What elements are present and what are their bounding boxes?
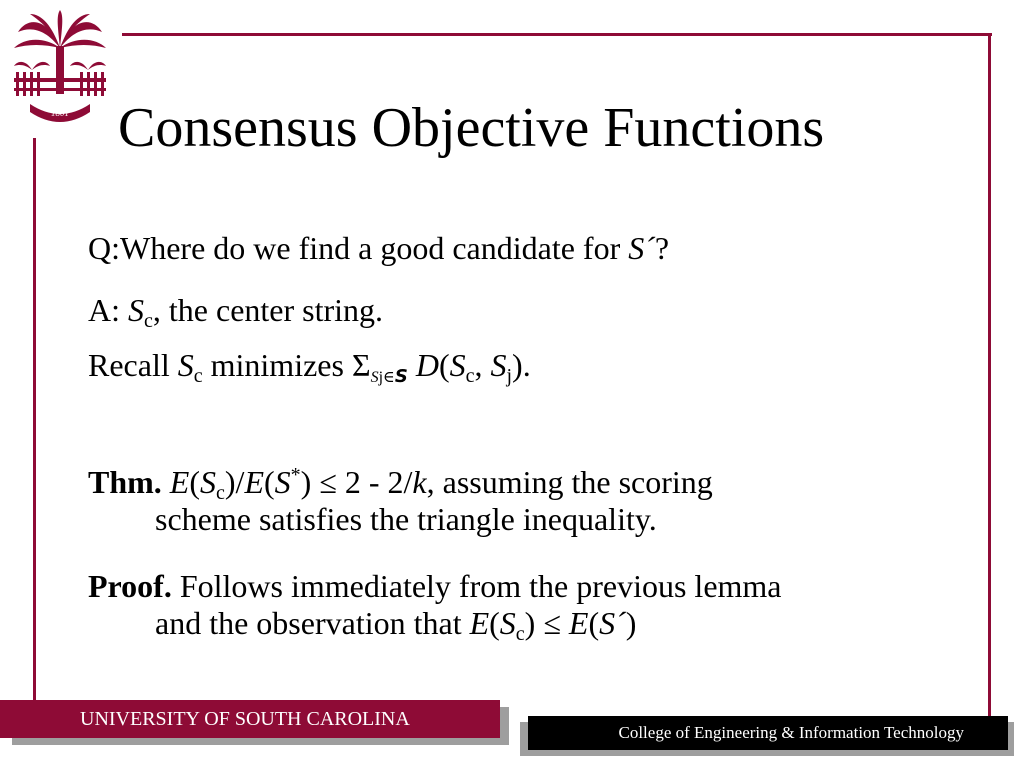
frame-right-line <box>988 33 991 716</box>
theorem-paragraph: Thm. $E(S_c)/E(S^*) \le 2 - 2/k$, assuming the scoring scheme satisfies the triangle inequality. <box>88 464 713 537</box>
frame-left-line <box>33 138 36 712</box>
slide-title: Consensus Objective Functions <box>118 97 825 159</box>
proof-label: Proof. <box>88 568 172 604</box>
theorem-label: Thm. <box>88 464 162 500</box>
footer-university-banner: UNIVERSITY OF SOUTH CAROLINA <box>0 700 500 738</box>
recall-line: Recall $S_c$ minimizes $\Sigma_{Sj\in S}$ $D(S_c$, $S_j$). <box>88 347 531 387</box>
frame-top-line <box>122 33 992 36</box>
footer-college-banner: College of Engineering & Information Technology <box>528 716 1008 750</box>
proof-paragraph: Proof. Follows immediately from the previous lemma and the observation that $E(S_c)$ ≤ E(S´) <box>88 568 782 645</box>
university-seal-logo <box>8 8 112 126</box>
question-line: Q:Where do we find a good candidate for S´? <box>88 230 670 266</box>
seal-year: 1801 <box>51 108 69 118</box>
answer-line: A: $S_c$, the center string. <box>88 292 384 332</box>
